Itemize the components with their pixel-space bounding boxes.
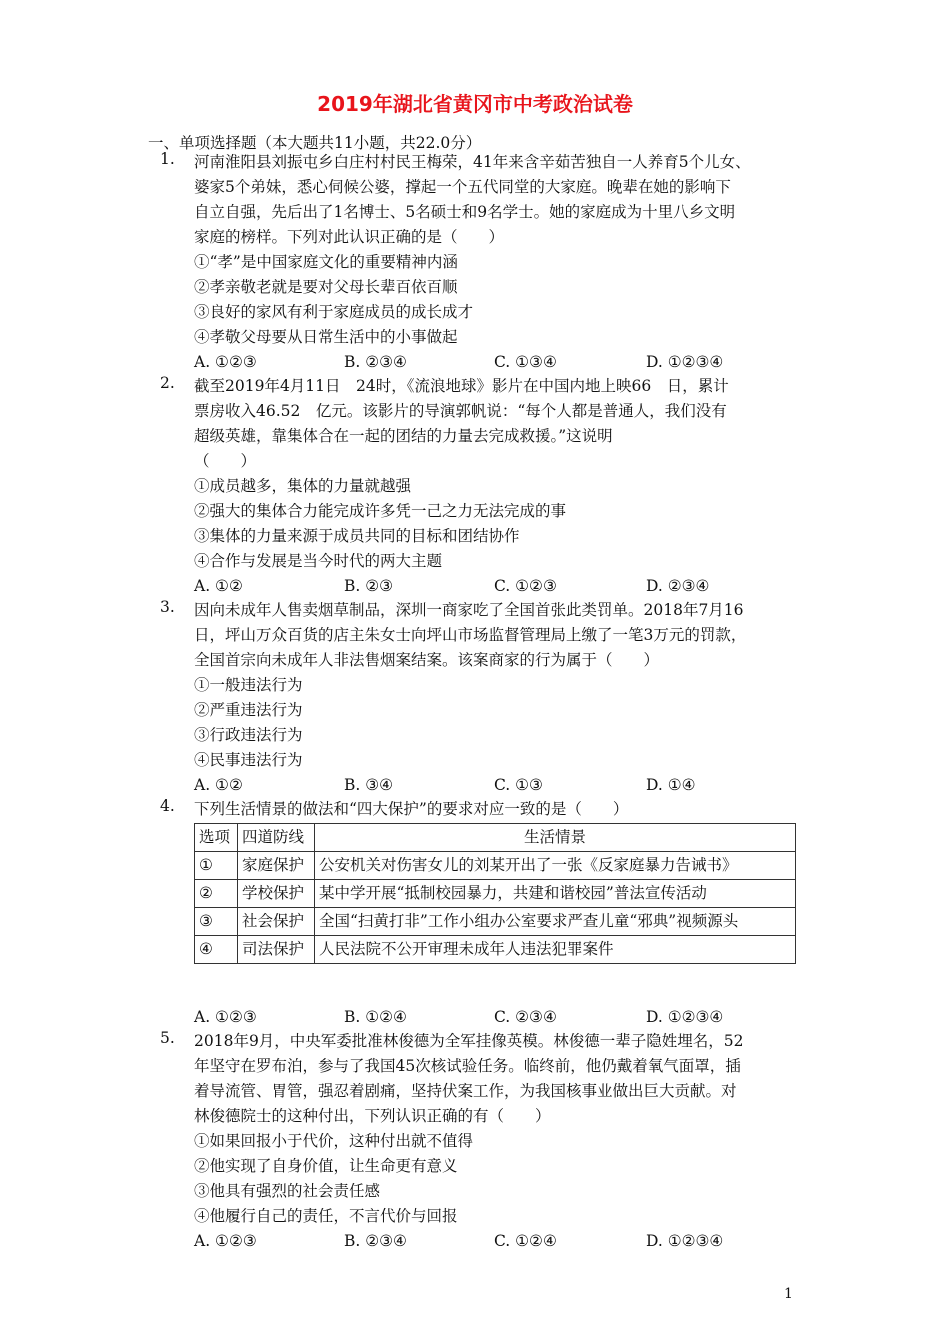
question-line: 着导流管、胃管，强忍着剧痛，坚持伏案工作，为我国核事业做出巨大贡献。对 [194,1082,737,1100]
table-header: 选项 [195,824,238,852]
question-line: （ ） [194,452,257,470]
statement: ③行政违法行为 [194,726,303,744]
question-body [194,1029,794,1254]
statement: ②强大的集体合力能完成许多凭一己之力无法完成的事 [194,502,567,520]
option-d[interactable]: D. ①②③④ [646,353,724,371]
question-line: 因向未成年人售卖烟草制品，深圳一商家吃了全国首张此类罚单。2018年7月16 [194,601,744,619]
question-line: 下列生活情景的做法和“四大保护”的要求对应一致的是（ ） [194,800,629,818]
answer-options [194,574,794,599]
option-a[interactable]: A. ①②③ [194,1232,257,1250]
option-b[interactable]: B. ②③ [344,577,394,595]
question-line: 林俊德院士的这种付出，下列认识正确的有（ ） [194,1107,551,1125]
option-d[interactable]: D. ①②③④ [646,1008,724,1026]
question-number: 1. [160,150,175,168]
statement: ②严重违法行为 [194,701,303,719]
question-line: 票房收入46.52 亿元。该影片的导演郭帆说：“每个人都是普通人，我们没有 [194,402,727,420]
statement: ①一般违法行为 [194,676,303,694]
question-body [194,598,794,798]
question-body [194,150,794,375]
table-row [195,936,796,964]
option-d[interactable]: D. ①②③④ [646,1232,724,1250]
option-a[interactable]: A. ①②③ [194,353,257,371]
statement: ③他具有强烈的社会责任感 [194,1182,381,1200]
option-c[interactable]: C. ①③④ [494,353,557,371]
table-cell: 公安机关对伤害女儿的刘某开出了一张《反家庭暴力告诫书》 [315,852,796,880]
question-body [194,797,794,822]
protection-table [194,823,796,964]
statement: ④民事违法行为 [194,751,303,769]
option-c[interactable]: C. ①②③ [494,577,557,595]
statement: ②孝亲敬老就是要对父母长辈百依百顺 [194,278,458,296]
table-cell: 全国“扫黄打非”工作小组办公室要求严查儿童“邪典”视频源头 [315,908,796,936]
table-row [195,852,796,880]
table-cell: 某中学开展“抵制校园暴力，共建和谐校园”普法宣传活动 [315,880,796,908]
table-cell: 家庭保护 [238,852,315,880]
question-line: 年坚守在罗布泊，参与了我国45次核试验任务。临终前，他仍戴着氧气面罩，插 [194,1057,741,1075]
option-b[interactable]: B. ②③④ [344,1232,407,1250]
table-row [195,880,796,908]
page-number: 1 [784,1286,793,1302]
table-cell: 社会保护 [238,908,315,936]
option-b[interactable]: B. ②③④ [344,353,407,371]
table-cell: 学校保护 [238,880,315,908]
table-cell: ② [195,880,238,908]
question-line: 婆家5个弟妹，悉心伺候公婆，撑起一个五代同堂的大家庭。晚辈在她的影响下 [194,178,731,196]
option-b[interactable]: B. ①②④ [344,1008,407,1026]
statement: ④合作与发展是当今时代的两大主题 [194,552,443,570]
question-number: 2. [160,374,175,392]
table-cell: ④ [195,936,238,964]
option-a[interactable]: A. ①② [194,577,243,595]
question-body [194,374,794,599]
table-header-row [195,824,796,852]
question-line: 2018年9月，中央军委批准林俊德为全军挂像英模。林俊德一辈子隐姓埋名，52 [194,1032,744,1050]
answer-options [194,1229,794,1254]
table-cell: ③ [195,908,238,936]
table-cell: 人民法院不公开审理未成年人违法犯罪案件 [315,936,796,964]
question-number: 3. [160,598,175,616]
section-heading: 一、单项选择题（本大题共11小题，共22.0分） [148,134,482,152]
table-cell: 司法保护 [238,936,315,964]
table-row [195,908,796,936]
answer-options [194,350,794,375]
question-number: 4. [160,797,175,815]
question-line: 日，坪山万众百货的店主朱女士向坪山市场监督管理局上缴了一笔3万元的罚款， [194,626,747,644]
table-header: 四道防线 [238,824,315,852]
answer-options [194,1005,794,1030]
exam-title: 2019年湖北省黄冈市中考政治试卷 [317,92,633,116]
option-a[interactable]: A. ①② [194,776,243,794]
option-c[interactable]: C. ②③④ [494,1008,557,1026]
option-c[interactable]: C. ①③ [494,776,543,794]
question-body [194,1005,794,1030]
question-number: 5. [160,1029,175,1047]
question-line: 家庭的榜样。下列对此认识正确的是（ ） [194,228,505,246]
answer-options [194,773,794,798]
option-d[interactable]: D. ①④ [646,776,696,794]
question-line: 截至2019年4月11日 24时，《流浪地球》影片在中国内地上映66 日，累计 [194,377,729,395]
question-line: 自立自强，先后出了1名博士、5名硕士和9名学士。她的家庭成为十里八乡文明 [194,203,736,221]
statement: ①成员越多，集体的力量就越强 [194,477,412,495]
option-b[interactable]: B. ③④ [344,776,394,794]
option-d[interactable]: D. ②③④ [646,577,710,595]
question-line: 全国首宗向未成年人非法售烟案结案。该案商家的行为属于（ ） [194,651,660,669]
option-a[interactable]: A. ①②③ [194,1008,257,1026]
statement: ①如果回报小于代价，这种付出就不值得 [194,1132,474,1150]
table-cell: ① [195,852,238,880]
option-c[interactable]: C. ①②④ [494,1232,557,1250]
statement: ③集体的力量来源于成员共同的目标和团结协作 [194,527,520,545]
statement: ④他履行自己的责任，不言代价与回报 [194,1207,458,1225]
statement: ②他实现了自身价值，让生命更有意义 [194,1157,458,1175]
question-line: 河南淮阳县刘振屯乡白庄村村民王梅荣，41年来含辛茹苦独自一人养育5个儿女、 [194,153,751,171]
statement: ①“孝”是中国家庭文化的重要精神内涵 [194,253,458,271]
statement: ④孝敬父母要从日常生活中的小事做起 [194,328,458,346]
question-line: 超级英雄，靠集体合在一起的团结的力量去完成救援。”这说明 [194,427,613,445]
statement: ③良好的家风有利于家庭成员的成长成才 [194,303,474,321]
table-header: 生活情景 [315,824,796,852]
